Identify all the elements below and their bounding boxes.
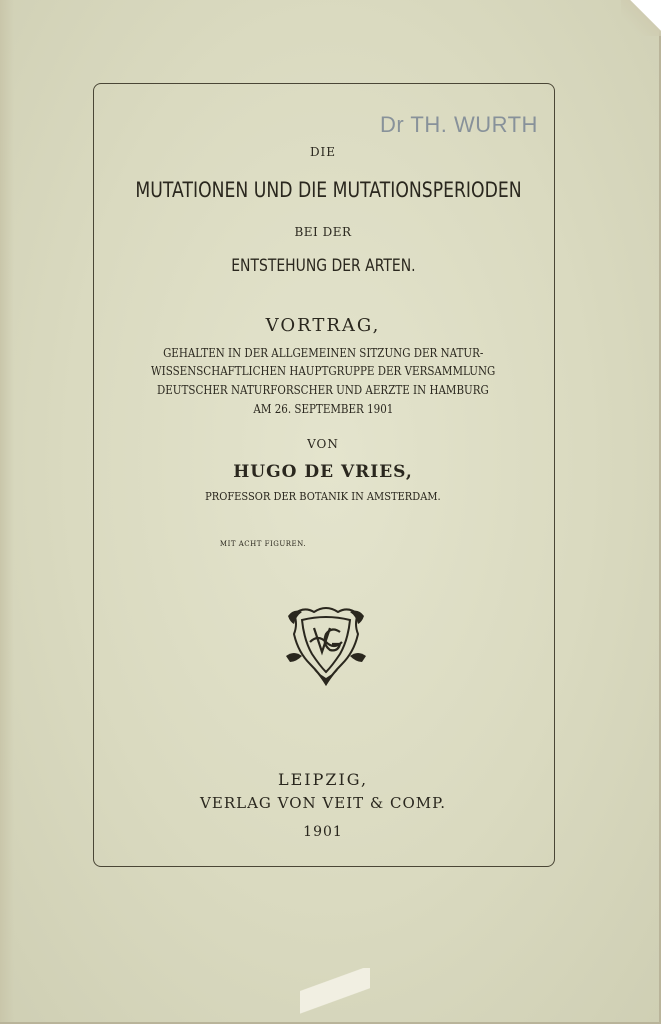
bottom-tear	[300, 968, 370, 1018]
author-name: HUGO DE VRIES,	[233, 462, 413, 482]
lecture-line: DEUTSCHER NATURFORSCHER UND AERZTE IN HAMBURG	[157, 383, 489, 397]
lecture-line: GEHALTEN IN DER ALLGEMEINEN SITZUNG DER NATUR-	[162, 346, 484, 360]
title-entstehung: ENTSTEHUNG DER ARTEN.	[230, 256, 416, 276]
lecture-line: WISSENSCHAFTLICHEN HAUPTGRUPPE DER VERSAMMLUNG	[150, 364, 496, 378]
figures-note: MIT ACHT FIGUREN.	[219, 540, 307, 548]
von-label: VON	[307, 437, 339, 451]
owner-stamp: Dr TH. WURTH	[380, 112, 538, 137]
publisher-emblem-icon	[284, 600, 368, 688]
title-bei-der: BEI DER	[294, 225, 352, 239]
imprint-year: 1901	[303, 824, 343, 840]
corner-tear	[621, 0, 661, 36]
spine-edge	[0, 0, 14, 1022]
title-die: DIE	[309, 145, 337, 159]
title-main: MUTATIONEN UND DIE MUTATIONSPERIODEN	[135, 178, 522, 202]
lecture-line: AM 26. SEPTEMBER 1901	[253, 402, 393, 416]
lecture-heading: VORTRAG,	[265, 315, 381, 336]
imprint-city: LEIPZIG,	[277, 770, 369, 789]
author-affiliation: PROFESSOR DER BOTANIK IN AMSTERDAM.	[205, 490, 441, 503]
imprint-publisher: VERLAG VON VEIT & COMP.	[200, 794, 446, 812]
